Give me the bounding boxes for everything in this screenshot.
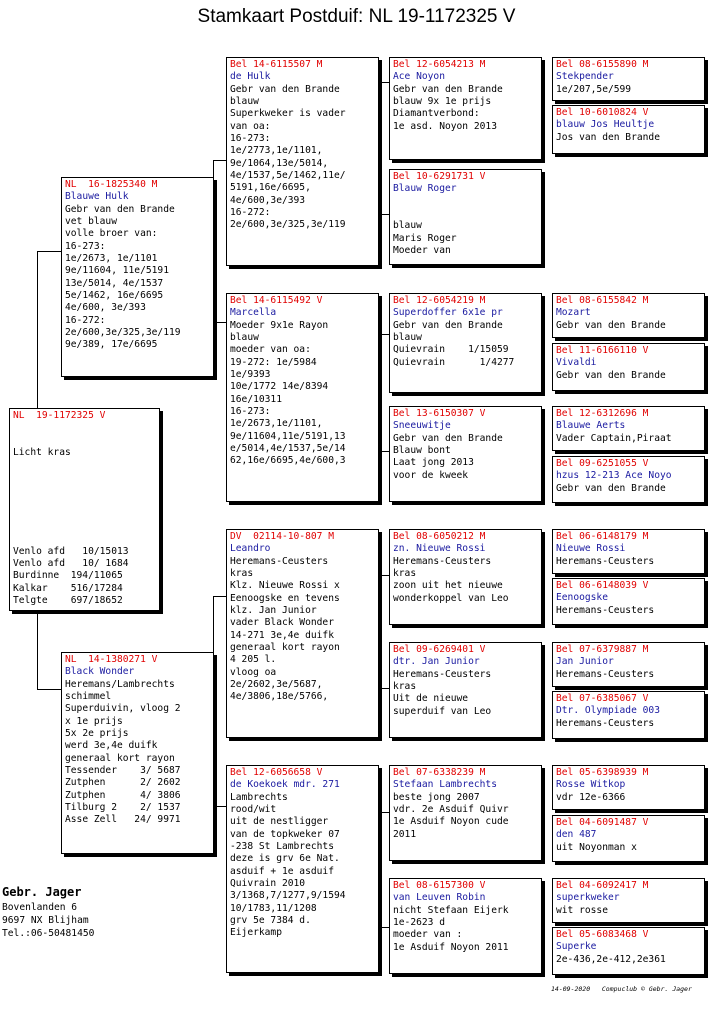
pigeon-name: Blauw Roger [393, 183, 457, 195]
ring-number: NL 14-1380271 V [65, 654, 158, 665]
pigeon-info-line: Maris Roger [393, 232, 457, 244]
ggparent-card-mff[interactable] [389, 529, 542, 625]
pigeon-info-line: Gebr van den Brande [393, 83, 503, 95]
pigeon-info-line: vdr. 2e Asduif Quivr [393, 804, 509, 816]
pigeon-info-line: Gebr van den Brande [556, 369, 666, 381]
pigeon-info-line: 13e/5014, 4e/1537 [65, 277, 164, 289]
father-card[interactable] [61, 177, 214, 377]
pigeon-name: blauw Jos Heultje [556, 119, 655, 131]
pigeon-info-line: 16-273: [65, 240, 106, 252]
connector-line [37, 251, 61, 252]
ring-number: Bel 14-6115507 M [230, 59, 323, 70]
ring-number: Bel 13-6150307 V [393, 408, 486, 419]
pigeon-info-line: 5191,16e/6695, [230, 182, 311, 194]
pigeon-name: Ace Noyon [393, 71, 445, 83]
gggparent-card-7[interactable] [552, 529, 705, 574]
pigeon-info-line: blauw 9x 1e prijs [393, 96, 492, 108]
connector-line [379, 688, 389, 689]
pigeon-info-line: 3/1368,7/1277,9/1594 [230, 890, 346, 902]
pigeon-info-line: 2e/600,3e/325,3e/119 [230, 219, 346, 231]
ring-number: NL 19-1172325 V [13, 410, 106, 421]
pigeon-info-line [13, 422, 156, 434]
ggparent-card-fff[interactable] [389, 57, 542, 160]
pigeon-info-line: generaal kort rayon [230, 642, 340, 654]
mother-dam-card[interactable] [226, 765, 379, 973]
pigeon-info-line: Zutphen 2/ 2602 [65, 777, 181, 789]
connector-line [37, 689, 61, 690]
breeder-info [2, 884, 94, 940]
ggparent-card-mmf[interactable] [389, 765, 542, 861]
connector-line [379, 575, 380, 688]
pigeon-name: Leandro [230, 543, 271, 555]
connector-line [379, 812, 380, 927]
pigeon-info-line: Gebr van den Brande [556, 319, 666, 331]
pigeon-info-line: Asse Zell 24/ 9971 [65, 814, 181, 826]
subject-pigeon-card[interactable] [9, 408, 160, 611]
gggparent-card-4[interactable] [552, 343, 705, 391]
pigeon-info-line [13, 533, 156, 545]
pigeon-info-line: moeder van oa: [230, 344, 311, 356]
pigeon-info-line: wit rosse [556, 904, 608, 916]
breeder-phone: Tel.:06-50481450 [2, 928, 95, 939]
breeder-name: Gebr. Jager [2, 885, 82, 899]
pigeon-info-line: blauw [393, 332, 422, 344]
pigeon-info-line: nicht Stefaan Eijerk [393, 904, 509, 916]
pigeon-info-line: 9e/389, 17e/6695 [65, 339, 158, 351]
gggparent-card-1[interactable] [552, 57, 705, 101]
pigeon-info-line: kras [393, 681, 417, 693]
ring-number: Bel 07-6338239 M [393, 767, 486, 778]
pigeon-info-line: beste jong 2007 [393, 791, 480, 803]
pigeon-info-line: 19-272: 1e/5984 [230, 356, 317, 368]
ring-number: Bel 10-6010824 V [556, 107, 649, 118]
pigeon-info-line: 5x 2e prijs [65, 728, 129, 740]
pigeon-info-line: 4e/3806,18e/5766, [230, 691, 329, 703]
pigeon-info-line: 2e-436,2e-412,2e361 [556, 953, 666, 965]
ring-number: Bel 12-6312696 M [556, 408, 649, 419]
gggparent-card-2[interactable] [552, 105, 705, 154]
ring-number: Bel 04-6091487 V [556, 817, 649, 828]
pigeon-info-line: 16-272: [65, 314, 106, 326]
pigeon-info-line: Heremans/Lambrechts [65, 678, 175, 690]
connector-line [213, 160, 226, 161]
pigeon-info-line [13, 509, 156, 521]
pigeon-name: de Koekoek mdr. 271 [230, 779, 340, 791]
gggparent-card-14[interactable] [552, 927, 705, 975]
ring-number: Bel 07-6385067 V [556, 693, 649, 704]
pigeon-info-line: Gebr van den Brande [65, 203, 175, 215]
pigeon-info-line: 4e/1537,5e/1462,11e/ [230, 170, 346, 182]
pigeon-info-line: vloog oa [230, 666, 277, 678]
pigeon-info-line: grv 5e 7384 d. [230, 915, 311, 927]
mother-sire-card[interactable] [226, 529, 379, 738]
pigeon-info-line: Moeder 9x1e Rayon [230, 319, 329, 331]
pigeon-name: superkweker [556, 892, 620, 904]
pigeon-info-line: van oa: [230, 120, 271, 132]
pigeon-info-line: 1e/2673, 1e/1101 [65, 253, 158, 265]
pigeon-info-line: Quivrain 2010 [230, 878, 306, 890]
connector-line [379, 82, 380, 214]
gggparent-card-11[interactable] [552, 765, 705, 810]
pigeon-info-line [13, 472, 156, 484]
ring-number: Bel 12-6054213 M [393, 59, 486, 70]
pigeon-info-line: van de topkweker 07 [230, 828, 340, 840]
connector-line [379, 812, 389, 813]
pigeon-info-line: Uit de nieuwe [393, 693, 469, 705]
pigeon-info-line: Gebr van den Brande [230, 83, 340, 95]
pigeon-info-line: vdr 12e-6366 [556, 791, 626, 803]
ggparent-card-ffm[interactable] [389, 169, 542, 265]
pigeon-name: zn. Nieuwe Rossi [393, 543, 486, 555]
pigeon-info-line: werd 3e,4e duifk [65, 740, 158, 752]
pigeon-name: Mozart [556, 307, 591, 319]
pigeon-info-line: Gebr van den Brande [393, 319, 503, 331]
pigeon-name: Marcella [230, 307, 277, 319]
pigeon-info-line: 14-271 3e,4e duifk [230, 629, 334, 641]
ring-number: Bel 11-6166110 V [556, 345, 649, 356]
pigeon-info-line: Zutphen 4/ 3806 [65, 789, 181, 801]
pigeon-info-line [13, 521, 156, 533]
gggparent-card-6[interactable] [552, 456, 705, 503]
gggparent-card-8[interactable] [552, 578, 705, 625]
pigeon-info-line: Licht kras [13, 447, 71, 459]
pigeon-info-line: blauw [393, 220, 422, 232]
ggparent-card-fmf[interactable] [389, 293, 542, 393]
ggparent-card-mmm[interactable] [389, 878, 542, 974]
pigeon-info-line: 1e Asduif Noyon 2011 [393, 941, 509, 953]
pigeon-info-line: superduif van Leo [393, 705, 492, 717]
connector-line [379, 575, 389, 576]
pigeon-info-line: 2011 [393, 828, 417, 840]
father-sire-card[interactable] [226, 57, 379, 266]
pigeon-info-line: 5e/1462, 16e/6695 [65, 290, 164, 302]
pigeon-info-line: rood/wit [230, 804, 277, 816]
pigeon-name: de Hulk [230, 71, 271, 83]
connector-line [379, 451, 389, 452]
pigeon-info-line: 4e/600,3e/393 [230, 194, 306, 206]
pigeon-name: Black Wonder [65, 666, 135, 678]
ring-number: Bel 07-6379887 M [556, 644, 649, 655]
pigeon-info-line: Kalkar 516/17284 [13, 582, 123, 594]
pigeon-info-line: 9e/11604, 11e/5191 [65, 265, 169, 277]
pigeon-name: Sneeuwitje [393, 420, 451, 432]
pigeon-info-line: Laat jong 2013 [393, 457, 474, 469]
pigeon-info-line: Vader Captain,Piraat [556, 432, 672, 444]
pigeon-name: Rosse Witkop [556, 779, 626, 791]
pigeon-info-line: Tilburg 2 2/ 1537 [65, 802, 181, 814]
pigeon-info-line: Heremans-Ceusters [556, 604, 655, 616]
pigeon-info-line: -238 St Lambrechts [230, 841, 334, 853]
gggparent-card-13[interactable] [552, 878, 705, 923]
pigeon-info-line: 9e/1064,13e/5014, [230, 157, 329, 169]
pigeon-info-line: 1e/9393 [230, 369, 271, 381]
pigeon-info-line: 1e/207,5e/599 [556, 83, 632, 95]
pigeon-name: Superke [556, 941, 597, 953]
connector-line [379, 82, 389, 83]
ring-number: Bel 10-6291731 V [393, 171, 486, 182]
pigeon-info-line: kras [393, 568, 417, 580]
pigeon-info-line: 1e/2773,1e/1101, [230, 145, 323, 157]
ring-number: DV 02114-10-807 M [230, 531, 334, 542]
pigeon-info-line: kras [230, 568, 254, 580]
pigeon-info-line: Diamantverbond: [393, 108, 480, 120]
pigeon-name: Nieuwe Rossi [556, 543, 626, 555]
pigeon-info-line: Moeder van [393, 245, 451, 257]
pigeon-info-line: Heremans-Ceusters [230, 555, 329, 567]
pigeon-info-line: 2e/2602,3e/5687, [230, 679, 323, 691]
pigeon-info-line: wonderkoppel van Leo [393, 592, 509, 604]
pigeon-name: Stekpender [556, 71, 614, 83]
ring-number: Bel 08-6157300 V [393, 880, 486, 891]
ring-number: Bel 04-6092417 M [556, 880, 649, 891]
pigeon-info-line [13, 496, 156, 508]
pigeon-info-line [393, 196, 538, 208]
ring-number: Bel 09-6269401 V [393, 644, 486, 655]
pigeon-name: Dtr. Olympiade 003 [556, 705, 660, 717]
pigeon-info-line: 1e Asduif Noyon cude [393, 816, 509, 828]
pigeon-info-line: Superkweker is vader [230, 108, 346, 120]
pigeon-info-line: 16e/10311 [230, 393, 282, 405]
pigeon-name: Blauwe Aerts [556, 420, 626, 432]
gggparent-card-3[interactable] [552, 293, 705, 338]
pigeon-info-line: 10/1783,11/1208 [230, 902, 317, 914]
gggparent-card-10[interactable] [552, 691, 705, 739]
ring-number: Bel 14-6115492 V [230, 295, 323, 306]
ring-number: NL 16-1825340 M [65, 179, 158, 190]
pigeon-info-line: Heremans-Ceusters [556, 717, 655, 729]
pigeon-info-line: Burdinne 194/11065 [13, 570, 123, 582]
connector-line [213, 596, 226, 597]
connector-line [213, 806, 226, 807]
pigeon-info-line: Jos van den Brande [556, 131, 660, 143]
pigeon-info-line: uit Noyonman x [556, 841, 637, 853]
connector-line [37, 607, 38, 689]
ring-number: Bel 05-6398939 M [556, 767, 649, 778]
pigeon-info-line [393, 208, 538, 220]
pigeon-info-line: volle broer van: [65, 228, 158, 240]
father-dam-card[interactable] [226, 293, 379, 502]
ring-number: Bel 08-6050212 M [393, 531, 486, 542]
pigeon-info-line: 1e asd. Noyon 2013 [393, 120, 497, 132]
pigeon-name: Vivaldi [556, 357, 597, 369]
pigeon-info-line: schimmel [65, 691, 112, 703]
pigeon-name: van Leuven Robin [393, 892, 486, 904]
ring-number: Bel 12-6056658 V [230, 767, 323, 778]
ggparent-card-mfm[interactable] [389, 642, 542, 738]
pigeon-info-line: vader Black Wonder [230, 617, 334, 629]
pigeon-name: dtr. Jan Junior [393, 656, 480, 668]
pigeon-info-line: 4 205 l. [230, 654, 277, 666]
pigeon-info-line: Quievrain 1/4277 [393, 356, 515, 368]
connector-line [37, 251, 38, 414]
pigeon-info-line: 16-273: [230, 406, 271, 418]
pigeon-info-line: 16-273: [230, 133, 271, 145]
gggparent-card-5[interactable] [552, 406, 705, 451]
ring-number: Bel 12-6054219 M [393, 295, 486, 306]
pigeon-info-line: Eenoogske en tevens [230, 592, 340, 604]
pigeon-info-line: Superduivin, vloog 2 [65, 703, 181, 715]
pigeon-info-line: moeder van : [393, 929, 463, 941]
ring-number: Bel 08-6155890 M [556, 59, 649, 70]
ring-number: Bel 06-6148039 V [556, 580, 649, 591]
pigeon-info-line: Heremans-Ceusters [393, 668, 492, 680]
pigeon-info-line: Heremans-Ceusters [556, 555, 655, 567]
connector-line [379, 334, 389, 335]
pigeon-info-line [13, 459, 156, 471]
pigeon-name: den 487 [556, 829, 597, 841]
pigeon-name: Blauwe Hulk [65, 191, 129, 203]
pigeon-info-line: Tessender 3/ 5687 [65, 765, 181, 777]
ring-number: Bel 08-6155842 M [556, 295, 649, 306]
pigeon-info-line: Klz. Nieuwe Rossi x [230, 580, 340, 592]
pigeon-name: hzus 12-213 Ace Noyo [556, 470, 672, 482]
pigeon-info-line: 62,16e/6695,4e/600,3 [230, 455, 346, 467]
page-title: Stamkaart Postduif: NL 19-1172325 V [197, 6, 516, 27]
pigeon-info-line [13, 435, 156, 447]
pigeon-info-line: deze is grv 6e Nat. [230, 853, 340, 865]
pigeon-info-line: Quievrain 1/15059 [393, 344, 509, 356]
pigeon-info-line: Heremans-Ceusters [393, 555, 492, 567]
pigeon-info-line: blauw [230, 332, 259, 344]
connector-line [379, 214, 389, 215]
pigeon-info-line: voor de kweek [393, 469, 469, 481]
pigeon-info-line: blauw [230, 96, 259, 108]
pigeon-info-line [13, 484, 156, 496]
pigeon-info-line: Gebr van den Brande [556, 482, 666, 494]
pigeon-info-line: 2e/600,3e/325,3e/119 [65, 327, 181, 339]
pigeon-info-line: vet blauw [65, 216, 117, 228]
pigeon-info-line: 9e/11604,11e/5191,13 [230, 430, 346, 442]
pigeon-info-line: Eijerkamp [230, 927, 282, 939]
pigeon-info-line: e/5014,4e/1537,5e/14 [230, 443, 346, 455]
pigeon-info-line: x 1e prijs [65, 715, 123, 727]
pigeon-info-line: 16-272: [230, 207, 271, 219]
pigeon-info-line: Telgte 697/18652 [13, 595, 123, 607]
pigeon-info-line: Venlo afd 10/ 1684 [13, 558, 129, 570]
pigeon-info-line: asduif + 1e asduif [230, 865, 334, 877]
pigeon-info-line: Blauw bont [393, 445, 451, 457]
gggparent-card-9[interactable] [552, 642, 705, 687]
pigeon-name: Stefaan Lambrechts [393, 779, 497, 791]
pigeon-info-line: 1e/2673,1e/1101, [230, 418, 323, 430]
breeder-postcode: 9697 NX Blijham [2, 915, 89, 926]
pigeon-info-line: Venlo afd 10/15013 [13, 545, 129, 557]
pigeon-name: Eenoogske [556, 592, 608, 604]
pigeon-info-line: generaal kort rayon [65, 752, 175, 764]
ring-number: Bel 09-6251055 V [556, 458, 649, 469]
pigeon-info-line: 1e-2623 d [393, 917, 445, 929]
mother-card[interactable] [61, 652, 214, 854]
connector-line [213, 322, 226, 323]
pigeon-info-line: Gebr van den Brande [393, 432, 503, 444]
pigeon-info-line: Lambrechts [230, 791, 288, 803]
connector-line [379, 927, 389, 928]
pigeon-name: Superdoffer 6x1e pr [393, 307, 503, 319]
ggparent-card-fmm[interactable] [389, 406, 542, 502]
pigeon-info-line: Heremans-Ceusters [556, 668, 655, 680]
pigeon-info-line: 10e/1772 14e/8394 [230, 381, 329, 393]
ring-number: Bel 05-6083468 V [556, 929, 649, 940]
footer-credit: 14-09-2020 Compuclub © Gebr. Jager [551, 985, 692, 993]
ring-number: Bel 06-6148179 M [556, 531, 649, 542]
connector-line [379, 334, 380, 451]
pigeon-info-line: 4e/600, 3e/393 [65, 302, 146, 314]
gggparent-card-12[interactable] [552, 815, 705, 862]
pigeon-info-line: zoon uit het nieuwe [393, 580, 503, 592]
pigeon-info-line: klz. Jan Junior [230, 605, 317, 617]
breeder-address: Bovenlanden 6 [2, 902, 78, 913]
pigeon-name: Jan Junior [556, 656, 614, 668]
pigeon-info-line: uit de nestligger [230, 816, 329, 828]
